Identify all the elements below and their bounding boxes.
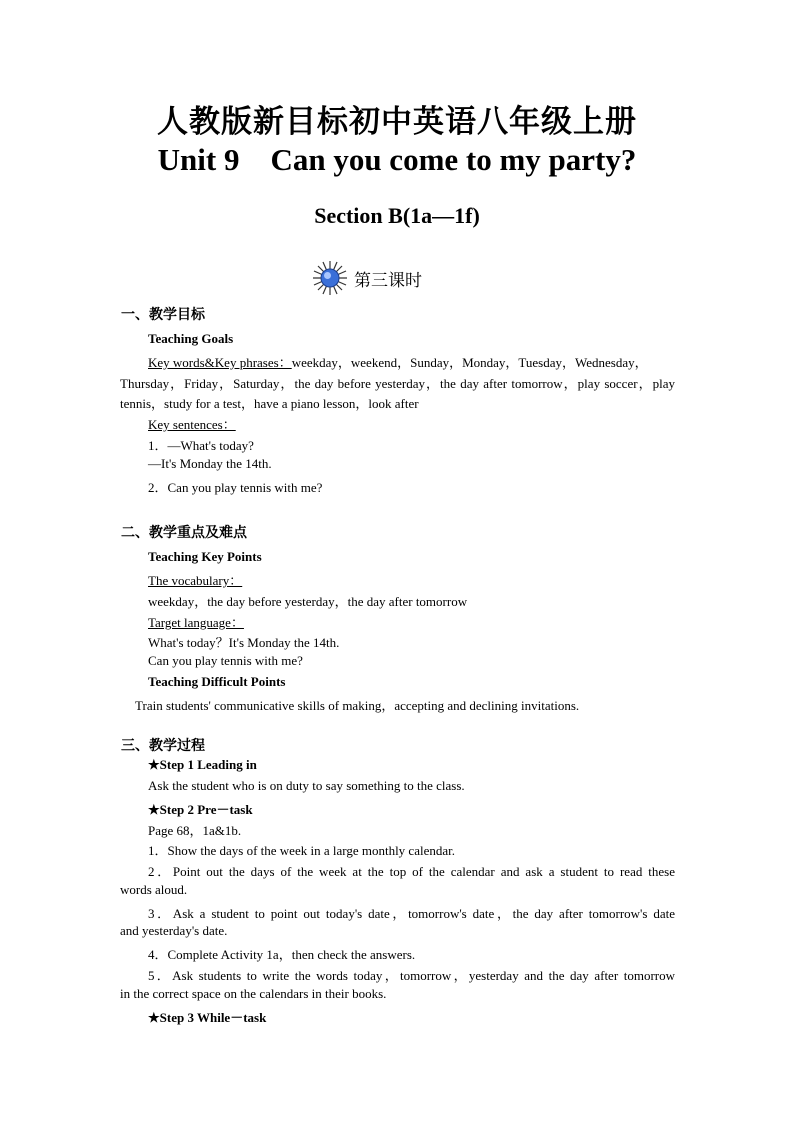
sentence-2: 2．Can you play tennis with me? xyxy=(148,480,323,495)
goals-heading: 一、教学目标 xyxy=(121,307,205,323)
instruction-1: 1．Show the days of the week in a large monthly calendar. xyxy=(148,843,455,858)
instruction-2-cont: words aloud. xyxy=(120,882,188,897)
target-language-label: Target language： xyxy=(148,615,244,630)
instruction-4: 4．Complete Activity 1a，then check the answers. xyxy=(148,947,416,962)
step-2-heading: ★Step 2 Pre－task xyxy=(148,802,253,817)
sentence-1-answer: —It's Monday the 14th. xyxy=(148,456,272,471)
key-words-text: weekday，weekend，Sunday，Monday，Tuesday，Wednesday， xyxy=(291,355,648,370)
vocabulary-text: weekday，the day before yesterday，the day after tomorrow xyxy=(148,594,468,609)
instruction-5-cont: in the correct space on the calendars in their books. xyxy=(120,986,387,1001)
key-words-label: Key words&Key phrases： xyxy=(148,355,292,370)
key-words-line xyxy=(148,352,648,371)
step-1-heading: ★Step 1 Leading in xyxy=(148,757,257,772)
step-1-text: Ask the student who is on duty to say something to the class. xyxy=(148,778,465,793)
key-words-line-3: tennis，study for a test，have a piano lesson，look after xyxy=(120,396,419,411)
instruction-2: 2．Point out the days of the week at the top of the calendar and ask a student to read these xyxy=(148,864,675,879)
key-sentences-label: Key sentences： xyxy=(148,417,236,432)
lesson-text: 第三课时 xyxy=(354,270,422,291)
key-points-heading: 二、教学重点及难点 xyxy=(121,525,247,541)
instruction-3: 3．Ask a student to point out today's date，tomorrow's date，the day after tomorrow's date xyxy=(148,906,675,921)
section-title: Section B(1a—1f) xyxy=(314,203,480,228)
document-title-chinese: 人教版新目标初中英语八年级上册 xyxy=(157,104,637,140)
page-reference: Page 68，1a&1b. xyxy=(148,823,242,838)
sentence-1: 1．—What's today? xyxy=(148,438,254,453)
target-language-1: What's today？It's Monday the 14th. xyxy=(148,635,340,650)
instruction-5: 5．Ask students to write the words today，tomorrow，yesterday and the day after tomorrow xyxy=(148,968,675,983)
vocabulary-label: The vocabulary： xyxy=(148,573,243,588)
process-heading: 三、教学过程 xyxy=(121,738,205,754)
lesson-label xyxy=(312,260,422,296)
teaching-goals-subheading: Teaching Goals xyxy=(148,331,234,346)
difficult-points-text: Train students' communicative skills of making，accepting and declining invitations. xyxy=(135,698,580,713)
teaching-key-points-subheading: Teaching Key Points xyxy=(148,549,262,564)
difficult-points-subheading: Teaching Difficult Points xyxy=(148,674,286,689)
target-language-2: Can you play tennis with me? xyxy=(148,653,303,668)
unit-title: Unit 9 Can you come to my party? xyxy=(157,142,637,177)
instruction-3-cont: and yesterday's date. xyxy=(120,923,228,938)
sun-badge-icon xyxy=(312,260,348,296)
step-3-heading: ★Step 3 While－task xyxy=(148,1010,267,1025)
key-words-line-2: Thursday，Friday，Saturday，the day before yesterday，the day after tomorrow，play soccer，play xyxy=(120,376,675,391)
